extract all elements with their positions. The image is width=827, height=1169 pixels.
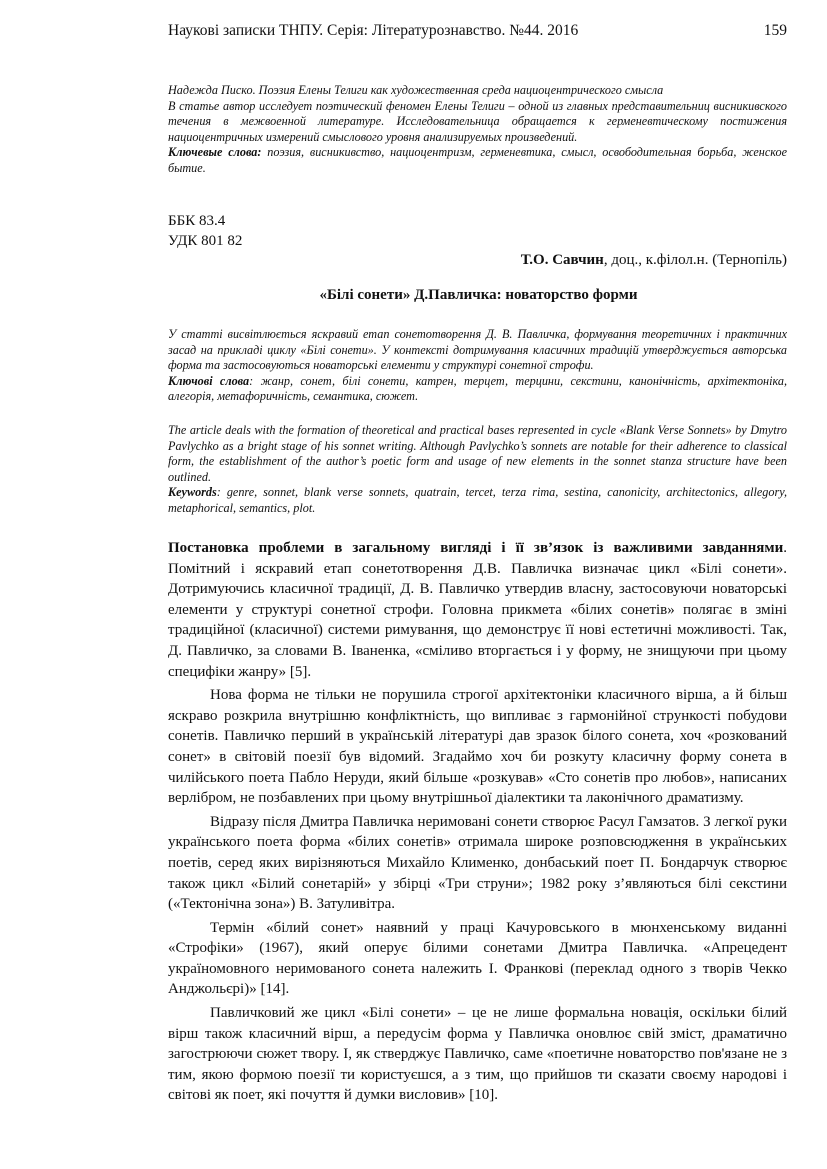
ukrainian-keywords — [168, 374, 787, 405]
udk-code: УДК 801 82 — [168, 233, 243, 249]
english-keywords — [168, 485, 787, 516]
russian-keywords — [168, 145, 787, 176]
english-abstract — [168, 423, 787, 516]
author-line — [521, 252, 787, 269]
ukrainian-keywords-label: Ключові слова — [168, 373, 250, 388]
russian-abstract-title: Надежда Писко. Поэзия Елены Телиги как художественная среда нациоцентрического смысла — [168, 83, 664, 97]
body-paragraph-1-text: . Помітний і яскравий етап сонетотворення Д.В. Павличка визначає цикл «Білі сонети». Дотримуючись класичної традиції, Д. В. Павличко утвердив власну, застосовуючи новаторські елементи у структурі сонетної строфи. Головна прикмета «білих сонетів» полягає в зміні традиційної (класичної) системи римування, що демонструє її нові естетичні можливості. Так, Д. Павличко, за словами В. Іваненка, «сміливо вторгається і у форму, не знищуючи при цьому специфіки жанру» [5]. — [168, 540, 787, 680]
russian-abstract — [168, 83, 787, 176]
journal-title: Наукові записки ТНПУ. Серія: Літературознавство. №44. 2016 — [168, 22, 579, 39]
article-title: «Білі сонети» Д.Павличка: новаторство форми — [319, 287, 638, 303]
ukrainian-keywords-list: : жанр, сонет, білі сонети, катрен, терцет, терцини, секстини, канонічність, архітектоніка, алегорія, метафоричність, семантика, сюжет. — [168, 373, 788, 403]
section-heading: Постановка проблеми в загальному вигляді і її зв’язок із важливими завданнями — [168, 540, 784, 556]
author-details: , доц., к.філол.н. (Тернопіль) — [603, 252, 787, 268]
body-paragraph-5: Павличковий же цикл «Білі сонети» – це не лише формальна новація, оскільки білий вірш також класичний вірш, а передусім форма у Павличка оновлює свій зміст, драматично загострюючи сюжет твору. І, як стверджує Павличко, саме «поетичне новаторство пов'язане не з тим, якою формою поезії ти користуєшся, а з тим, що прийшов ти сказати своєму народові і світові як поет, які почуття й думки висловив» [10]. — [168, 1005, 787, 1104]
body-paragraph-1 — [168, 538, 787, 682]
body-paragraph-4: Термін «білий сонет» наявний у праці Качуровського в мюнхенському виданні «Строфіки» (1967), який оперує білими сонетами Дмитра Павличка. «Апрецедент україномовного неримованого сонета належить І. Франкові (переклад одного з творів Чекко Анджольєрі)» [14]. — [168, 919, 787, 998]
english-keywords-label: Keywords — [168, 485, 217, 499]
bbk-code: ББК 83.4 — [168, 213, 226, 229]
article-body — [168, 538, 787, 1109]
classification-codes — [168, 211, 787, 251]
russian-keywords-list: поэзия, висникивство, нациоцентризм, герменевтика, смысл, освободительная борьба, женское бытие. — [168, 145, 787, 175]
body-paragraph-3: Відразу після Дмитра Павличка неримовані сонети створює Расул Гамзатов. З легкої руки українського поета форма «білих сонетів» отримала широке розповсюдження в українських поетів, серед яких вирізняються Михайло Клименко, донбаський поет П. Бондарчук створює також цикл «Білий сонетарій» у збірці «Три струни»; 1982 року з’являються білі секстини («Тектонічна зона») В. Затуливітра. — [168, 813, 787, 913]
author-name: Т.О. Савчин — [520, 252, 604, 268]
page-number: 159 — [763, 22, 787, 39]
russian-abstract-text: В статье автор исследует поэтический феномен Елены Телиги – одной из главных представительниц висникивского течения в межвоенной литературе. Исследовательница обращается к герменевтическому постижения нациоцентричных измерений смыслового уровня анализируемых произведений. — [168, 98, 787, 144]
russian-keywords-label: Ключевые слова: — [168, 145, 262, 159]
body-paragraph-2: Нова форма не тільки не порушила строгої архітектоніки класичного вірша, а й більш яскраво розкрила внутрішню конфліктність, що випливає з гармонійної стрункості побудови сонетів. Павличко перший в українській літературі дав зразок білого сонета, хоч «розкований сонет» в світовій поезії був відомий. Згадаймо хоч би розкуту класичну форму сонета в чилійського поета Пабло Неруди, який більше «розкував» «Сто сонетів про любов», написаних верлібром, не позбавлених при цьому внутрішньої діалектики та лаконічного драматизму. — [168, 687, 787, 807]
ukrainian-abstract — [168, 327, 787, 405]
english-abstract-text: The article deals with the formation of theoretical and practical bases represented in cycle «Blank Verse Sonnets» by Dmytro Pavlychko as a bright stage of his sonnet writing. Although Pavlychko’s sonnets are notable for their adherence to classical form, the establishment of the author’s poetic form and usage of new elements in the sonnet stanza structure have been outlined. — [168, 423, 787, 484]
ukrainian-abstract-text: У статті висвітлюється яскравий етап сонетотворення Д. В. Павличка, формування теоретичних і практичних засад на прикладі циклу «Білі сонети». У контексті дотримування класичних традицій утверджується авторська форма та застосовуються новаторські елементи у структурі сонетної строфи. — [168, 327, 787, 372]
english-keywords-list: : genre, sonnet, blank verse sonnets, quatrain, tercet, terza rima, sestina, canonicity, architectonics, allegory, metaphorical, semantics, plot. — [168, 485, 787, 515]
